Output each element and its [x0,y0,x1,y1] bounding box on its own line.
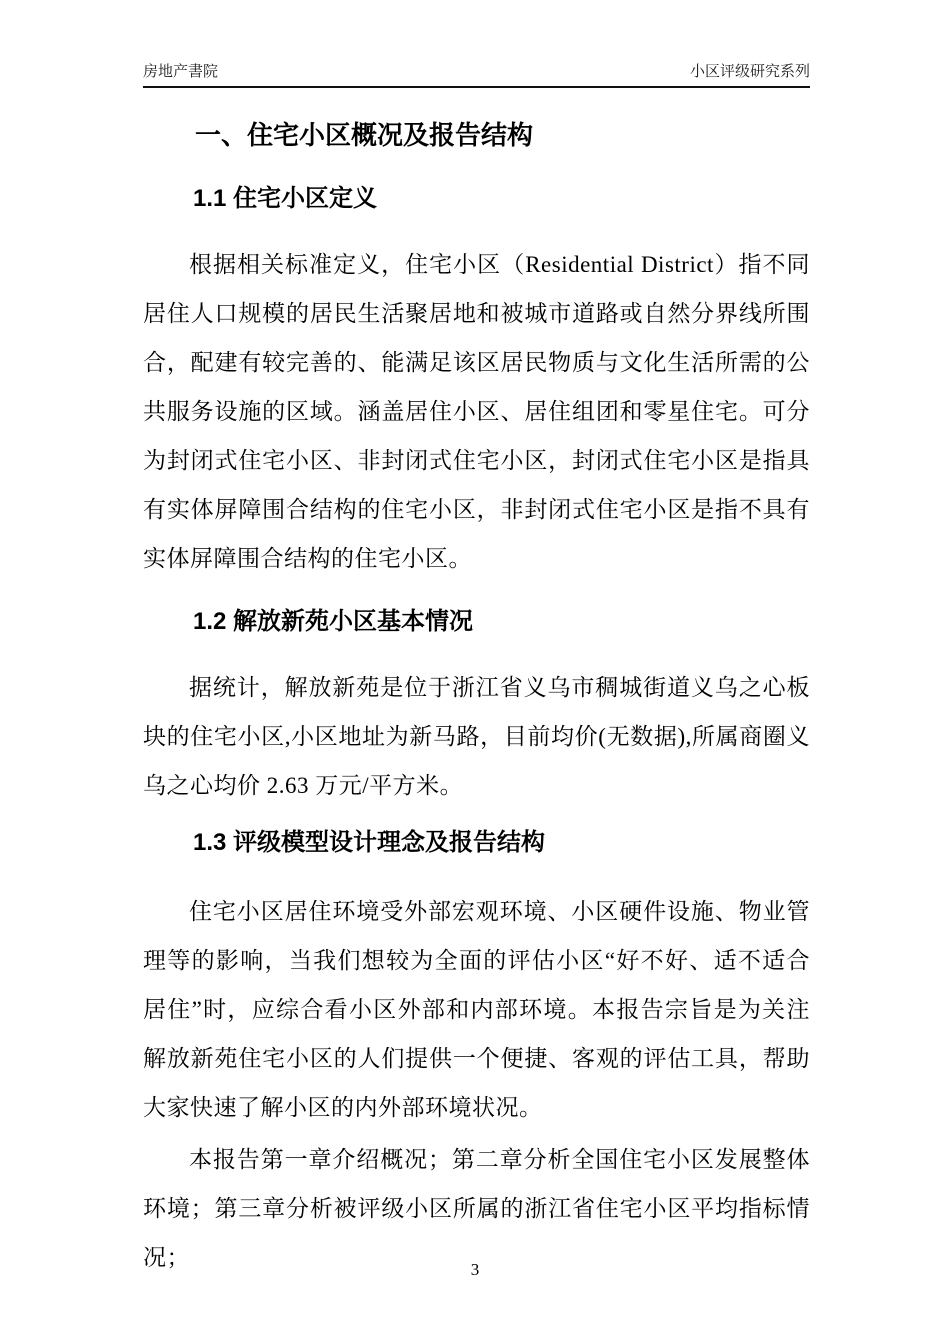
header-left-text: 房地产書院 [143,63,219,80]
section-heading-1-3: 1.3 评级模型设计理念及报告结构 [193,829,546,856]
page-header [143,62,810,88]
section-1-1-paragraph: 根据相关标准定义，住宅小区（Residential District）指不同居住人口规模的居民生活聚居地和被城市道路或自然分界线所围合，配建有较完善的、能满足该区居民物质与文化生活所需的公共服务设施的区域。涵盖居住小区、居住组团和零星住宅。可分为封闭式住宅小区、非封闭式住宅小区，封闭式住宅小区是指具有实体屏障围合结构的住宅小区，非封闭式住宅小区是指不具有实体屏障围合结构的住宅小区。 [143,252,810,571]
section-1-3-paragraph-1: 住宅小区居住环境受外部宏观环境、小区硬件设施、物业管理等的影响，当我们想较为全面的评估小区“好不好、适不适合居住”时，应综合看小区外部和内部环境。本报告宗旨是为关注解放新苑住宅小区的人们提供一个便捷、客观的评估工具，帮助大家快速了解小区的内外部环境状况。 [143,899,810,1120]
document-title: 一、住宅小区概况及报告结构 [195,120,534,150]
section-heading-1-1: 1.1 住宅小区定义 [193,185,378,212]
header-right-text: 小区评级研究系列 [689,63,810,80]
page-number: 3 [470,1260,480,1279]
section-heading-1-2: 1.2 解放新苑小区基本情况 [193,608,474,635]
section-1-3-paragraph-2: 本报告第一章介绍概况；第二章分析全国住宅小区发展整体环境；第三章分析被评级小区所属的浙江省住宅小区平均指标情况； [143,1147,810,1270]
section-1-2-paragraph: 据统计，解放新苑是位于浙江省义乌市稠城街道义乌之心板块的住宅小区,小区地址为新马路，目前均价(无数据),所属商圈义乌之心均价 2.63 万元/平方米。 [143,675,810,798]
